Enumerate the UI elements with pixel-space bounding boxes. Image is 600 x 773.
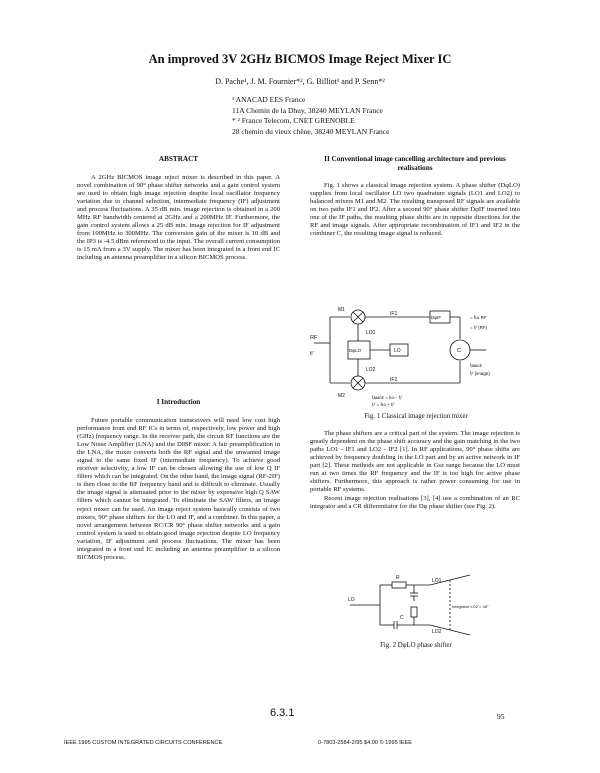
figure-2-phase-shifter xyxy=(340,573,500,638)
abstract-heading: ABSTRACT xyxy=(158,155,199,163)
conference-footer: IEEE 1995 CUSTOM INTEGRATED CIRCUITS CONFERENCE xyxy=(64,740,223,746)
fig1-label-fif: fᵢᶠ xyxy=(310,351,314,357)
fig2-label-out: Integrator·LO2 = 45° xyxy=(452,604,489,609)
affiliation-line: 11A Chemin de la Dhuy, 38240 MEYLAN France xyxy=(232,105,383,115)
fig1-label-out-image-left: fᵢᴍᴀɢᴇ xyxy=(470,363,483,368)
fig1-label-if1: IF1 xyxy=(390,311,398,317)
abstract-text: A 2GHz BICMOS image reject mixer is described in this paper. A novel combination of 90° phase shifter networks and a gain control system are used to obtain high image rejection despite local oscillator frequency variation due to channel selection, intermediate frequency (IF) adjustment and process fluctuations. A 35 dB min. image rejection is obtained in a 200 MHz RF bandwidth centered at 2GHz and a 200MHz IF. Furthermore, the gain control system allows a 25 dB min. image rejection for IF adjustment from 100MHz to 300MHz. The conversion gain of the mixer is 10 dB and the IP3 is -4.5 dBm referenced to the input. The overall current consumption is 15 mA from a 3V supply. The mixer has been integrated in a front end IC including an antenna preamplifier in a silicon BICMOS process. xyxy=(77,174,280,262)
fig1-label-dphi-lo: DφLO xyxy=(349,348,362,353)
section-2-paragraph: Recent image rejection realisations [3], [4] use a combination of an RC integrator and a CR differentiator for the Dφ phase shifter (see Fig. 2). xyxy=(310,495,520,511)
section-2-heading: II Conventional image cancelling architecture and previous realisations xyxy=(324,155,506,172)
fig1-label-m1: M1 xyxy=(338,307,345,313)
affiliation-line: * ² France Telecom, CNET GRENOBLE xyxy=(232,116,355,125)
fig2-label-c: C xyxy=(400,615,404,621)
author-list: D. Pache¹, J. M. Fournier*², G. Billiot¹ and P. Senn*² xyxy=(215,77,385,86)
fig2-label-r: R xyxy=(396,575,400,581)
fig1-label-rf-eq: fᵣᶠ = fᴌᴏ + fᵢᶠ xyxy=(372,402,395,407)
section-2-paragraph: The phase shifters are a critical part of the system. The image rejection is greatly dependent on the phase shift accuracy and the gain matching in the two paths LO1 - IF1 and LO2 - IF2 [1]. In RF applications, 90° phase shifts are achieved by frequency doubling in the LO part and by an active network in IF part [2]. These methods are not applicable in Gsz range because the LO must run at two times the RF frequency and the IF is too high for active phase shifters. Furthermore, this approach is rather power consuming for use in portable RF systems. xyxy=(310,430,520,494)
fig1-label-lo: LO xyxy=(394,348,401,354)
fig1-label-out-fif: = fᵢᶠ (RF) xyxy=(470,325,488,330)
paper-title: An improved 3V 2GHz BICMOS Image Reject Mixer IC xyxy=(148,52,452,66)
fig1-label-c: C xyxy=(457,348,461,354)
fig2-label-lo2: LO2 xyxy=(432,629,442,635)
fig2-label-lo1: LO1 xyxy=(432,578,442,584)
resistor-r xyxy=(392,582,406,588)
introduction-heading: I Introduction xyxy=(156,398,201,406)
fig1-label-lo2: LO2 xyxy=(366,367,376,373)
section-2 xyxy=(310,155,520,238)
fig2-label-lo: LO xyxy=(348,597,355,603)
fig1-label-out-rf: = fᴜʟ RF xyxy=(470,315,487,320)
introduction-section xyxy=(77,398,280,562)
fig1-label-if2: IF2 xyxy=(390,377,398,383)
fig1-label-signal-eq: fᵢᴍᴀɢᴇ = fᴌᴏ - fᵢᶠ xyxy=(372,395,402,400)
fig1-label-m2: M2 xyxy=(338,393,345,399)
mixer-m1 xyxy=(351,310,365,324)
mixer-m2 xyxy=(351,376,365,390)
affiliation-line: ¹ ANACAD EES France xyxy=(232,95,306,104)
figure-1-block-diagram xyxy=(310,305,522,410)
section-2-continued xyxy=(310,430,520,511)
section-number: 6.3.1 xyxy=(270,707,295,719)
copyright-footer: 0-7803-2584-2/95 $4.00 © 1995 IEEE xyxy=(318,740,413,746)
affiliations xyxy=(232,95,389,137)
abstract-section xyxy=(77,155,280,263)
figure-2-caption: Fig. 2 DφLO phase shifter xyxy=(380,642,452,649)
fig1-label-dphi-if: DφIF xyxy=(431,315,442,320)
figure-1-caption: Fig. 1 Classical image rejection mixer xyxy=(364,413,468,420)
affiliation-line: 28 chemin du vieux chêne, 38240 MEYLAN France xyxy=(232,126,390,136)
section-2-paragraph: Fig. 1 shows a classical image rejection system. A phase shifter (DφLO) supplies from local oscillator LO two quadrature signals (LO1 and LO2) to balanced mixers M1 and M2. The resulting transposed RF signals are available on two paths IF1 and IF2. After a second 90° phase shifter DφIF inserted into one of the IF paths, the resulting phase shifts are in opposite directions for the RF and image signals. After appropriate recombination of IF1 and IF2 in the combiner C, the resulting image signal is reduced. xyxy=(310,182,520,238)
fig1-label-rf: RF xyxy=(310,335,318,341)
fig1-label-out-image-right: fᵣᶠ (image) xyxy=(470,371,490,376)
fig1-label-lo1: LO1 xyxy=(366,330,376,336)
page-number: 95 xyxy=(497,712,505,721)
introduction-text: Future portable communication transceivers will need low cost high performance front end RF ICs in terms of, respectively, low power and high (GHz) frequency range. In the receiver path, the circuit RF functions are the Low Noise Amplifier (LNA) and the DIBF mixer. A fair preamplification in the LNA, the mixer converts both the RF signal and the unwanted image signal to the same fixed IF (intermediate frequency). To achieve good receiver selectivity, a low IF can be chosen allowing the use of low Q IF filters which can be integrated. On the other hand, the image signal (RF-2IF) is then close to the RF frequency band and is difficult to eliminate. Usually the image signal is attenuated prior to the mixer by expensive high Q SAW filters which cannot be integrated. To eliminate the SAW filters, an image reject mixer can be used. An image reject system basically consists of two mixers, 90° phase shifters for the LO and IF, and a combiner. In this paper, a novel arrangement between RC/CR 90° phase shifter networks and a gain control system is used to obtain good image rejection despite LO frequency variation, IF adjustment and process fluctuations. The mixer has been integrated in a front end IC including an antenna preamplifier in a silicon BICMOS process. xyxy=(77,417,280,561)
